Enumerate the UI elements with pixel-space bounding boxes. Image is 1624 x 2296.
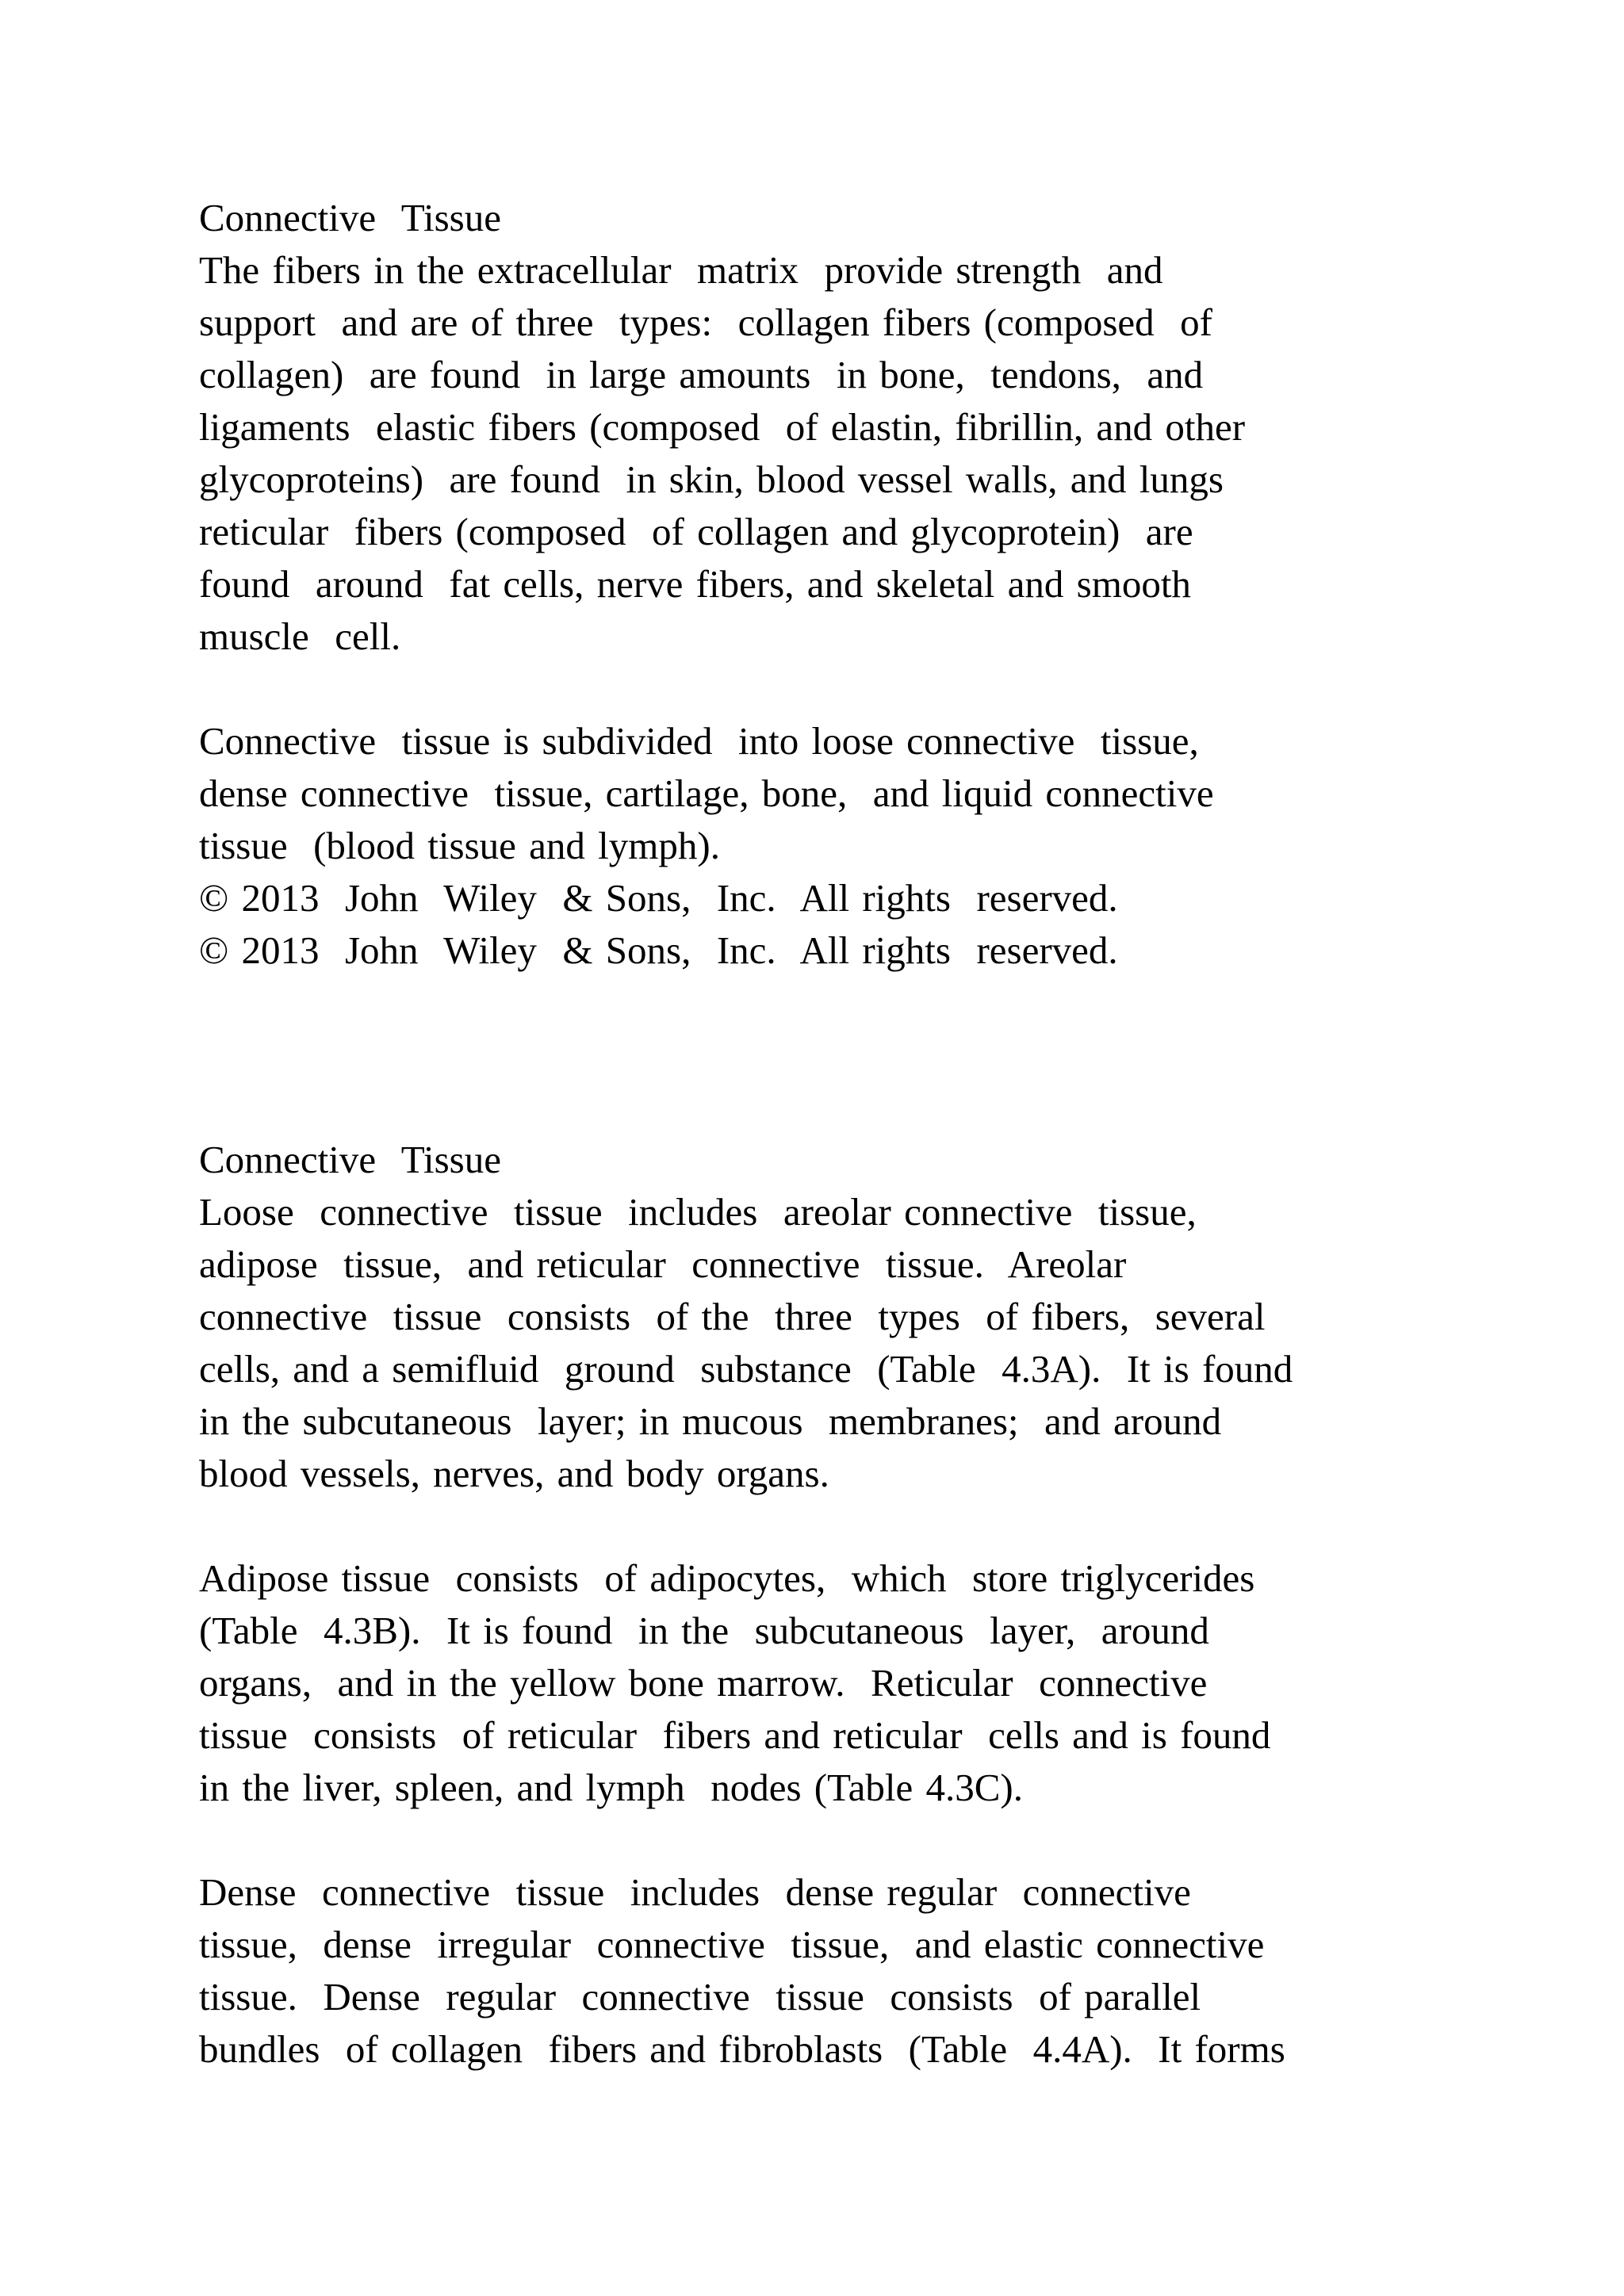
text-line: Connective tissue is subdivided into loose connective tissue, bbox=[199, 719, 1199, 763]
section-connective-tissue-types bbox=[199, 1134, 1513, 2076]
section-connective-tissue-fibers bbox=[199, 192, 1513, 977]
text-line: in the subcutaneous layer; in mucous membranes; and around bbox=[199, 1399, 1222, 1443]
text-line: bundles of collagen fibers and fibroblasts (Table 4.4A). It forms bbox=[199, 2027, 1285, 2071]
text-line: dense connective tissue, cartilage, bone, and liquid connective bbox=[199, 771, 1214, 815]
paragraph bbox=[199, 1866, 1513, 2076]
text-line: (Table 4.3B). It is found in the subcutaneous layer, around bbox=[199, 1609, 1209, 1652]
copyright-line: © 2013 John Wiley & Sons, Inc. All rights reserved. bbox=[199, 928, 1118, 972]
text-line: Loose connective tissue includes areolar connective tissue, bbox=[199, 1190, 1197, 1234]
text-line: found around fat cells, nerve fibers, and skeletal and smooth bbox=[199, 562, 1191, 606]
text-line: ligaments elastic fibers (composed of elastin, fibrillin, and other bbox=[199, 405, 1246, 449]
paragraph bbox=[199, 244, 1513, 663]
text-line: adipose tissue, and reticular connective tissue. Areolar bbox=[199, 1242, 1127, 1286]
paragraph bbox=[199, 715, 1513, 977]
text-line: cells, and a semifluid ground substance (Table 4.3A). It is found bbox=[199, 1347, 1293, 1391]
text-line: tissue. Dense regular connective tissue consists of parallel bbox=[199, 1975, 1201, 2019]
text-line: reticular fibers (composed of collagen and glycoprotein) are bbox=[199, 510, 1193, 553]
text-line: support and are of three types: collagen fibers (composed of bbox=[199, 300, 1212, 344]
section-title: Connective Tissue bbox=[199, 196, 501, 239]
text-line: muscle cell. bbox=[199, 614, 401, 658]
section-title: Connective Tissue bbox=[199, 1138, 501, 1181]
text-line: tissue (blood tissue and lymph). bbox=[199, 824, 720, 867]
text-line: glycoproteins) are found in skin, blood vessel walls, and lungs bbox=[199, 457, 1224, 501]
text-line: Dense connective tissue includes dense regular connective bbox=[199, 1870, 1191, 1914]
text-line: blood vessels, nerves, and body organs. bbox=[199, 1452, 829, 1495]
text-line: tissue, dense irregular connective tissue, and elastic connective bbox=[199, 1923, 1265, 1966]
paragraph-spacer bbox=[199, 1814, 1513, 1866]
copyright-line: © 2013 John Wiley & Sons, Inc. All rights reserved. bbox=[199, 876, 1118, 920]
text-line: in the liver, spleen, and lymph nodes (Table 4.3C). bbox=[199, 1766, 1023, 1809]
text-line: organs, and in the yellow bone marrow. Reticular connective bbox=[199, 1661, 1208, 1705]
paragraph-spacer bbox=[199, 1500, 1513, 1552]
text-line: Adipose tissue consists of adipocytes, which store triglycerides bbox=[199, 1556, 1255, 1600]
text-line: collagen) are found in large amounts in bone, tendons, and bbox=[199, 353, 1204, 396]
paragraph bbox=[199, 1186, 1513, 1500]
text-line: tissue consists of reticular fibers and reticular cells and is found bbox=[199, 1713, 1271, 1757]
text-line: The fibers in the extracellular matrix provide strength and bbox=[199, 248, 1163, 292]
paragraph bbox=[199, 1552, 1513, 1814]
text-line: connective tissue consists of the three types of fibers, several bbox=[199, 1295, 1266, 1338]
section-spacer bbox=[199, 977, 1513, 1134]
paragraph-spacer bbox=[199, 663, 1513, 715]
